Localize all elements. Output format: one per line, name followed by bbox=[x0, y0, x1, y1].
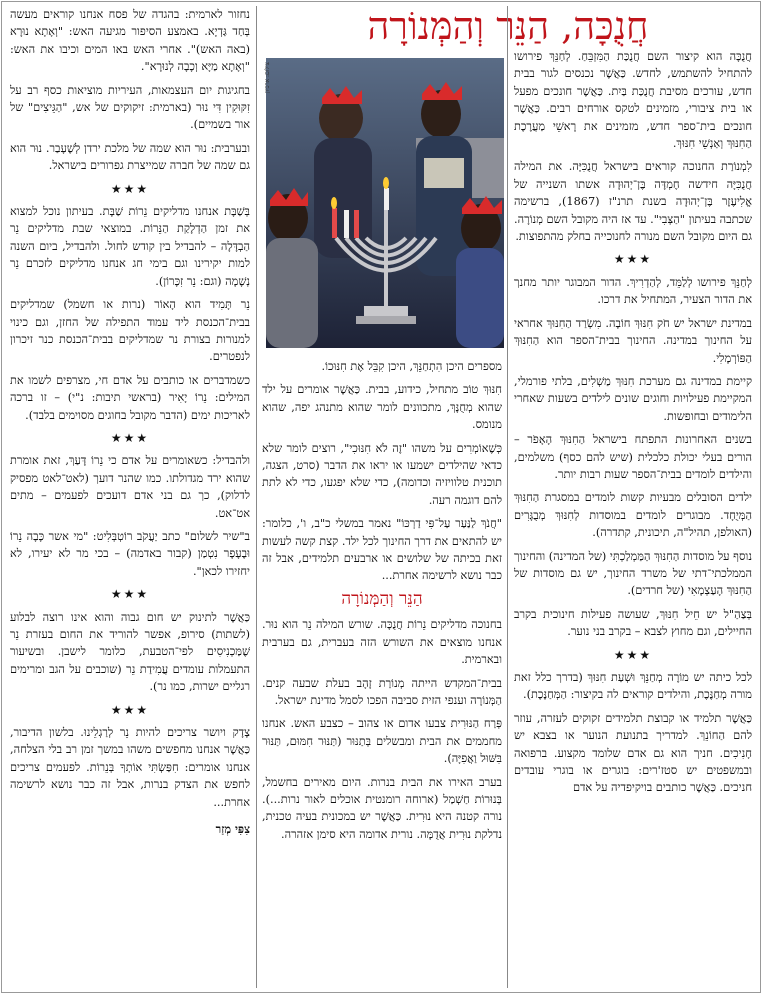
paragraph: בחנוכה מדליקים נֵרוֹת חֲנֻכָּה. שורש המילה נֵר הוא נוּר. אנחנו מוצאים את השורש הזה בעברית, גם בערבית ובארמית. bbox=[262, 618, 502, 667]
section-separator: ★★★ bbox=[613, 252, 653, 267]
paragraph: במדינת ישראל יש חֹק חִנּוּךְ חוֹבָה. מִשְׂרַד הַחִנּוּךְ אחראי על החינוך במדינה. החינוך בבית־הספר הוא הַחִנּוּךְ הַפּוֹרְמָלִי. bbox=[514, 316, 752, 365]
paragraph: לכל כיתה יש מוֹרֶה מְחַנֵּךְ וּשְׁעַת חִנּוּךְ (בדרך כלל זאת מורה מְחַנֶּכֶת, והילדים קוראים לה בקיצור: הַמְּחַנֶּכֶת). bbox=[514, 671, 752, 702]
paragraph: ולהבדיל: כשאומרים על אדם כי נֵרוֹ דָּעַךְ, זאת אומרת שהוא ירד מגדולתו. כמו שהנר דועך (לאט־לאט מפסיק לדלוק), כך גם בני אדם דועכים לפעמים – מתים אט־אט. bbox=[10, 454, 250, 520]
paragraph: ב"שיר לשלום" כתב יַעֲקֹב רוֹטְבְּלִיט: "מי אשר כָּבָה נֵרוֹ וּבֶעָפָר נִטְמַן (קבור באדמה) – בכי מר לא יעירו, לא יחזירו לכאן". bbox=[10, 529, 250, 578]
section-separator: ★★★ bbox=[110, 702, 150, 717]
photo-illustration bbox=[266, 58, 504, 348]
paragraph: חֲנֻכָּה הוא קיצור השם חֲנֻכַּת הַמִּזְבֵּחַ. לְחַנֵּךְ פירושו להתחיל להשתמש, לחדש. כַּאֲשֶׁר נכנסים לגור בבית חדש, עורכים מסיבת חֲנֻכַּת בַּיִת. כַּאֲשֶׁר חונכים מפעל או בית ציבורי, מזמינים לטקס אורחים רבים. כַּאֲשֶׁר חונכים בית־ספר חדש, מזמינים את רָאשֵׁי מַעֲרֶכֶת הַחִנּוּךְ וְאַנְשֵׁי חִנּוּךְ. bbox=[514, 50, 752, 151]
paragraph: בחגיגות יום העצמאות, העיריות מוציאות כסף רב על זִקּוּקִין דִּי נוּר (בארמית: זיקוקים של אש, "הַגֵּיצִים" של אור בשמיים). bbox=[10, 83, 250, 132]
paragraph: קיימת במדינה גם מערכת חִנּוּךְ מַשְׁלִים, בלתי פורמלי, המקיימת פעילויות וחוגים שונים לילדים בשעות שאחרי הלימודים ובחופשות. bbox=[514, 374, 752, 423]
column-divider-right bbox=[507, 6, 508, 988]
paragraph: חִנּוּךְ טוֹב מתחיל, כידוע, בבית. כַּאֲשֶׁר אומרים על ילד שהוא מְחֻנָּךְ, מתכוונים לומר שהוא מתנהג יפה, שהוא מנומס. bbox=[262, 383, 502, 432]
left-column bbox=[10, 6, 250, 986]
right-column bbox=[514, 48, 752, 986]
paragraph: בְּשַׁבָּת אנחנו מדליקים נֵרוֹת שַׁבָּת. בעיתון נוכל למצוא את זמן הַדְלָקַת הַנֵּרוֹת. במוצאי שבת מדליקים נֵר הַבְדָּלָה – להבדיל בין קודש לחול. ולהבדיל, ביום השנה למות יקירינו וגם בימי חג אנחנו מדליקים לזכרם נֵר נְשָׁמָה (וגם: נֵר זִכָּרוֹן). bbox=[10, 205, 250, 288]
paragraph: בְּצַהַ"ל יש חֵיל חִנּוּךְ, שעושה פעילות חינוכית בקרב החיילים, וגם מחוץ לצבא – בקרב בני נוער. bbox=[514, 607, 752, 639]
section-separator: ★★★ bbox=[613, 647, 653, 662]
hanukkah-candle-lighting-photo bbox=[266, 58, 504, 348]
section-separator: ★★★ bbox=[110, 430, 150, 445]
middle-column bbox=[262, 358, 502, 986]
section-separator: ★★★ bbox=[110, 587, 150, 602]
paragraph: לְחַנֵּךְ פירושו לְלַמֵּד, לְהַדְרִיךְ. הדור המבוגר יותר מחנך את הדור הצעיר, המתחיל את דרכו. bbox=[514, 275, 752, 307]
paragraph: "חֲנֹךְ לַנַּעַר עַל־פִּי דַרְכּוֹ" נאמר במשלי כ"ב, ו', כלומר: יש להתאים את דרך החינוך לכל ילד. קצת קשה לעשות זאת בכיתה של שלושים או ארבעים תלמידים, אבל זה כבר נושא לרשימה אחרת... bbox=[262, 517, 502, 583]
section-separator: ★★★ bbox=[110, 181, 150, 196]
paragraph: כַּאֲשֶׁר תלמיד או קבוצת תלמידים זקוקים לעזרה, עוזר להם הַחוֹנֵךְ. למדריך בתנועת הנוער או בצבא יש חָנִיכִים. חניך הוא גם אדם שלומד מקצוע. ברפואה ובמשפטים יש סטז'רים: בוגרים או בוגרי עובדים חניכים. כַּאֲשֶׁר כותבים בויקיפדיה על אדם bbox=[514, 711, 752, 795]
paragraph: נחזור לארמית: בהגדה של פסח אנחנו קוראים מעשה בְּחַד גַּדְיָא. באמצע הסיפור מגיעה האש: "וְאָתָא נוּרָא (באה האש)". אחרי האש באו המים וכיבו את האש: "וְאָתָא מַיָּא וְכָבָה לְנוּרָא". bbox=[10, 8, 250, 74]
photo-credit: צילום: ארכיון bbox=[264, 62, 271, 93]
paragraph: פְּרַח הַנּוּרִית צבעו אדום או צהוב – כצבע האש. אנחנו מחממים את הבית ומבשלים בְּתַנּוּר (תַּנּוּר חִמּוּם, תַּנּוּר בִּשּׁוּל וַאֲפִיָּה). bbox=[262, 717, 502, 766]
paragraph: מספרים היכן הִתְחַנֵּךְ, היכן קִבֵּל אֶת חִנּוּכוֹ. bbox=[321, 360, 502, 373]
author-name: צִפִּי מְזַר bbox=[215, 822, 250, 837]
paragraph: צָדָק ויושר צריכים להיות נֵר לְרַגְלֵינוּ. בלשון הדיבור, כַּאֲשֶׁר אנחנו מחפשים משהו במשך זמן רב בלי הצלחה, אנחנו אומרים: חִפַּשְׂתִּי אוֹתְךָ בְּנֵרוֹת. לפעמים צריכים לחפש את הצדק בנרות, אבל זה כבר נושא לרשימה אחרת... bbox=[10, 726, 250, 809]
paragraph: נֵר תָּמִיד הוא הָאוֹר (נרות או חשמל) שמדליקים בבית־הכנסת ליד עמוד התפילה של החזן, וגם כינוי למנורות בצורת נר שמדליקים בבית־הכנסת כנר זיכרון לנפטרים. bbox=[10, 298, 250, 364]
paragraph: בשנים האחרונות התפתח בישראל הַחִנּוּךְ הָאָפֹר – הורים בעלי יכולת כלכלית (שיש להם כסף) משלמים, והילדים לומדים בבית־הספר שעות רבות יותר. bbox=[514, 433, 752, 481]
section-subtitle: הַנֵּר וְהַמְּנוֹרָה bbox=[341, 588, 423, 609]
paragraph: בבית־המקדש הייתה מְנוֹרַת זָהָב בעלת שבעה קנים. הַמְּנוֹרָה וענפי הזית סביבה הפכו לסמל מדינת ישראל. bbox=[262, 676, 502, 707]
article-title: חֲנֻכָּה, הַנֵּר וְהַמְּנוֹרָה bbox=[367, 4, 649, 48]
column-divider-left bbox=[256, 6, 257, 988]
paragraph: בערב האירו את הבית בנרות. היום מאירים בחשמל, בְּנוּרוֹת חַשְׁמַל (ארוחה רומנטית אוכלים לאור נרות...). נורה קטנה היא נוּרִית. כַּאֲשֶׁר יש במכונית בעיה טכנית, נדלקת נוּרִית אֲדֻמָּה. נורית אדומה היא סימן אזהרה. bbox=[262, 775, 502, 841]
paragraph: ובערבית: נוּר הוא שמה של מלכת ירדן לְשֶׁעָבַר. נוּר הוא גם שמה של חברה שמייצרת גפרורים בישראל. bbox=[10, 141, 250, 173]
paragraph: ילדים הסובלים מבעיות קשות לומדים במסגרת הַחִנּוּךְ הַמְּיֻחָד. מבוגרים לומדים במוסדות לְחִנּוּךְ מְבֻגָּרִים (האולפן, תהיל"ה, תיכונית, קתדרה). bbox=[514, 491, 752, 540]
paragraph: כְּשֶׁאוֹמְרִים על משהו "זֶה לֹא חִנּוּכִי", רוצים לומר שלא כדאי שהילדים ישמעו או יראו את הדבר (סרט, הצגה, תוכנית טלוויזיה וכדומה), כדי שלא יפגעו, כדי לא לתת להם דוגמה רעה. bbox=[262, 441, 502, 507]
article-page bbox=[1, 1, 761, 993]
paragraph: נוסף על מוסדות הַחִנּוּךְ הַמַּמְלַכְתִּי (של המדינה) והחינוך הממלכתי־דתי של משרד החינוך, יש גם מוסדות של הַחִנּוּךְ הָעַצְמָאִי (של חרדים). bbox=[514, 549, 752, 598]
paragraph: כַּאֲשֶׁר לתינוק יש חום גבוה והוא אינו רוצה לבלוע (לשתות) סירופ, אפשר להוריד את החום בעזרת נֵר שֶׁמַּכְנִיסִים לפי־הטבעת, כלומר לישבן. ובשיעור התעמלות עומדים עֲמִידַת נֵר (שוכבים על הגב ומרימים רגליים ישרות, כמו נר). bbox=[10, 610, 250, 694]
paragraph: לִמְנוֹרַת החנוכה קוראים בישראל חֲנֻכִּיָּה. את המילה חֲנֻכִּיָּה חידשה חֶמְדָּה בֶּן־יְהוּדָה אשתו השנייה של אֱלִיעֶזֶר בֶּן־יְהוּדָה בשנת תרנ"ז (1867), ברשימה שכתבה בעיתון "הַצְּבִי". עד אז היה מקובל השם מְנוֹרָה. גם היום מקובל השם מנורה לחנוכייה בחלק מהתפוצות. bbox=[514, 160, 752, 244]
paragraph: כשמדברים או כותבים על אדם חי, מצרפים לשמו את המילים: נֵרוֹ יָאִיר (בראשי תיבות: נ"י) – זו ברכה לאריכות ימים (הדבר מקובל בחוגים מסוימים בלבד). bbox=[10, 373, 250, 422]
